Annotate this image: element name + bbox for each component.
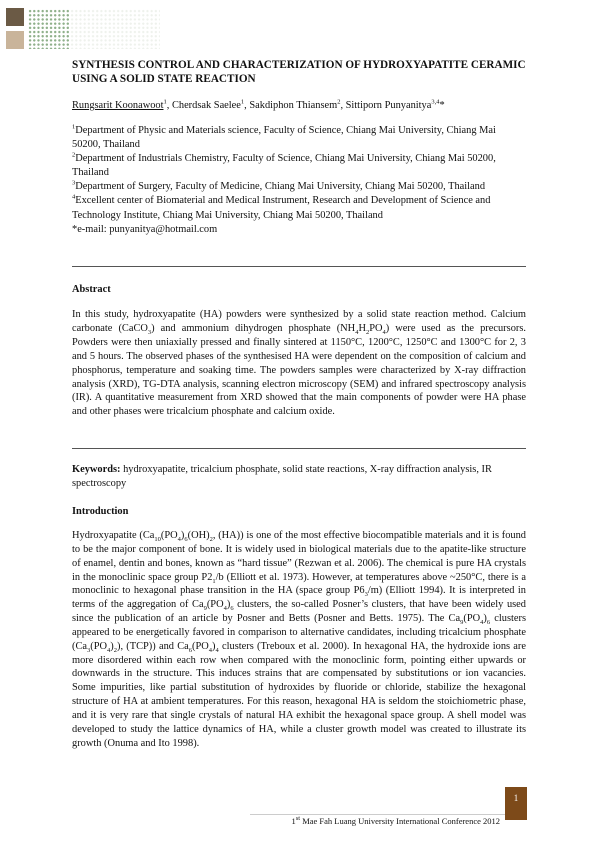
decorative-square-dark xyxy=(6,8,24,26)
author-name: , Sakdiphon Thiansem xyxy=(244,100,338,111)
affiliation-item: $^4$Excellent center of Biomaterial and Medical Instrument, Research and Development of Science and Technology Institute, Chiang Mai University, Chiang Mai 50200, Thailand xyxy=(72,194,491,221)
introduction-body: Hydroxyapatite ($Ca_{10}(PO_4)_6(OH)_2$, (HA)) is one of the most effective biocompatible materials and it is found to be the major component of bone. It is widely used in biological materials due to the apatite-like structure of enamel, dentin and bones, known as “hard tissue” (Rezwan et al. 2006). The chemical is pure HA crystals in the monoclinic space group $P2_1/b$ (Elliott et al. 1973). However, at temperatures above ~250°C, there is a monoclinic to hexagonal phase transition in the HA (space group $P6_3/m$) (Elliott 1994). It is interpreted in terms of the aggregation of $Ca_9(PO_4)_6$ clusters, the so-called Posner’s clusters, that have been widely used since the publication of an article by Posner and Betts (Posner and Betts. 1975). The $Ca_9(PO_4)_6$ clusters appeared to be energetically favored in comparison to alternative candidates, including tricalcium phosphate $(Ca_3(PO_4)_2)$, (TCP)) and $Ca_6(PO_4)_4$ clusters (Treboux et al. 2000). In hexagonal HA, the hydroxide ions are more disordered within each row when compared with the monoclinic form, pointing either upwards or downwards in the structure. This induces strains that are compensated by substitutions or ion vacancies. Some impurities, like partial substitution of hydroxides by fluoride or chloride, stabilize the hexagonal structure of HA at ambient temperatures. For this reason, hexagonal HA is seldom the stoichiometric phase, and it is very rare that single crystals of natural HA exhibit the hexagonal space group. A shell model was developed to study the lattice dynamics of HA, while a cluster growth model was created to illustrate its growth (Onuma and Ito 1998). xyxy=(72,530,527,749)
affiliation-item: $^2$Department of Industrials Chemistry, Faculty of Science, Chiang Mai University, Chiang Mai 50200, Thailand xyxy=(72,151,496,179)
author-name: Rungsarit Koonawoot xyxy=(72,100,164,111)
abstract-body: In this study, hydroxyapatite (HA) powders were synthesized by a solid state reaction method. Calcium carbonate (CaCO$_3$) and ammonium dihydrogen phosphate $(NH_4H_2PO_4)$ were used as the precursors. Powders were then uniaxially pressed and finally sintered at 1150°C, 1200°C, 1250°C and 1300°C for 2, 3 and 5 hours. The observed phases of the synthesised HA were dependent on the composition of calcium and phosphorus, temperature and soaking time. The powders samples were characterized by X-ray diffraction analysis (XRD), TG-DTA analysis, scanning electron microscopy (SEM) and infrared spectroscopy analysis (IR). A quantitative measurement from XRD showed that the main components of powder were HA phase and other phases were tricalcium phosphate and calcium oxide. xyxy=(72,309,526,418)
decorative-dot-pattern-faint xyxy=(70,9,160,49)
footer-divider xyxy=(250,814,505,815)
page-number-badge xyxy=(505,787,527,820)
decorative-square-light xyxy=(6,31,24,49)
abstract-heading: Abstract xyxy=(72,284,111,295)
affiliation-item: $^1$Department of Physic and Materials science, Faculty of Science, Chiang Mai University, Chiang Mai 50200, Thailand xyxy=(72,123,496,151)
keywords-text: hydroxyapatite, tricalcium phosphate, solid state reactions, X-ray diffraction analysis, IR spectroscopy xyxy=(72,464,492,489)
introduction-heading: Introduction xyxy=(72,506,129,517)
section-divider xyxy=(72,266,526,267)
affiliation-item: $^3$Department of Surgery, Faculty of Medicine, Chiang Mai University, Chiang Mai 50200, Thailand xyxy=(72,179,486,193)
keywords-label: Keywords: xyxy=(72,464,121,475)
section-divider xyxy=(72,448,526,449)
affiliations xyxy=(72,124,526,237)
author-line: Rungsarit Koonawoot$^1$, Cherdsak Saelee$^1$, Sakdiphon Thiansem$^2$, Sittiporn Punyanitya$^{3,4}$* xyxy=(72,98,445,111)
contact-email[interactable]: *e-mail: punyanitya@hotmail.com xyxy=(72,223,218,235)
author-name: , Cherdsak Saelee xyxy=(166,100,241,111)
page-number: 1 xyxy=(513,793,519,803)
footer-conference: 1st Mae Fah Luang University International Conference 2012 xyxy=(291,815,500,826)
keywords xyxy=(72,463,526,491)
author-name: , Sittiporn Punyanitya xyxy=(340,100,432,111)
paper-title: SYNTHESIS CONTROL AND CHARACTERIZATION OF HYDROXYAPATITE CERAMIC USING A SOLID STATE REACTION xyxy=(72,59,526,85)
decorative-dot-pattern xyxy=(28,9,70,49)
